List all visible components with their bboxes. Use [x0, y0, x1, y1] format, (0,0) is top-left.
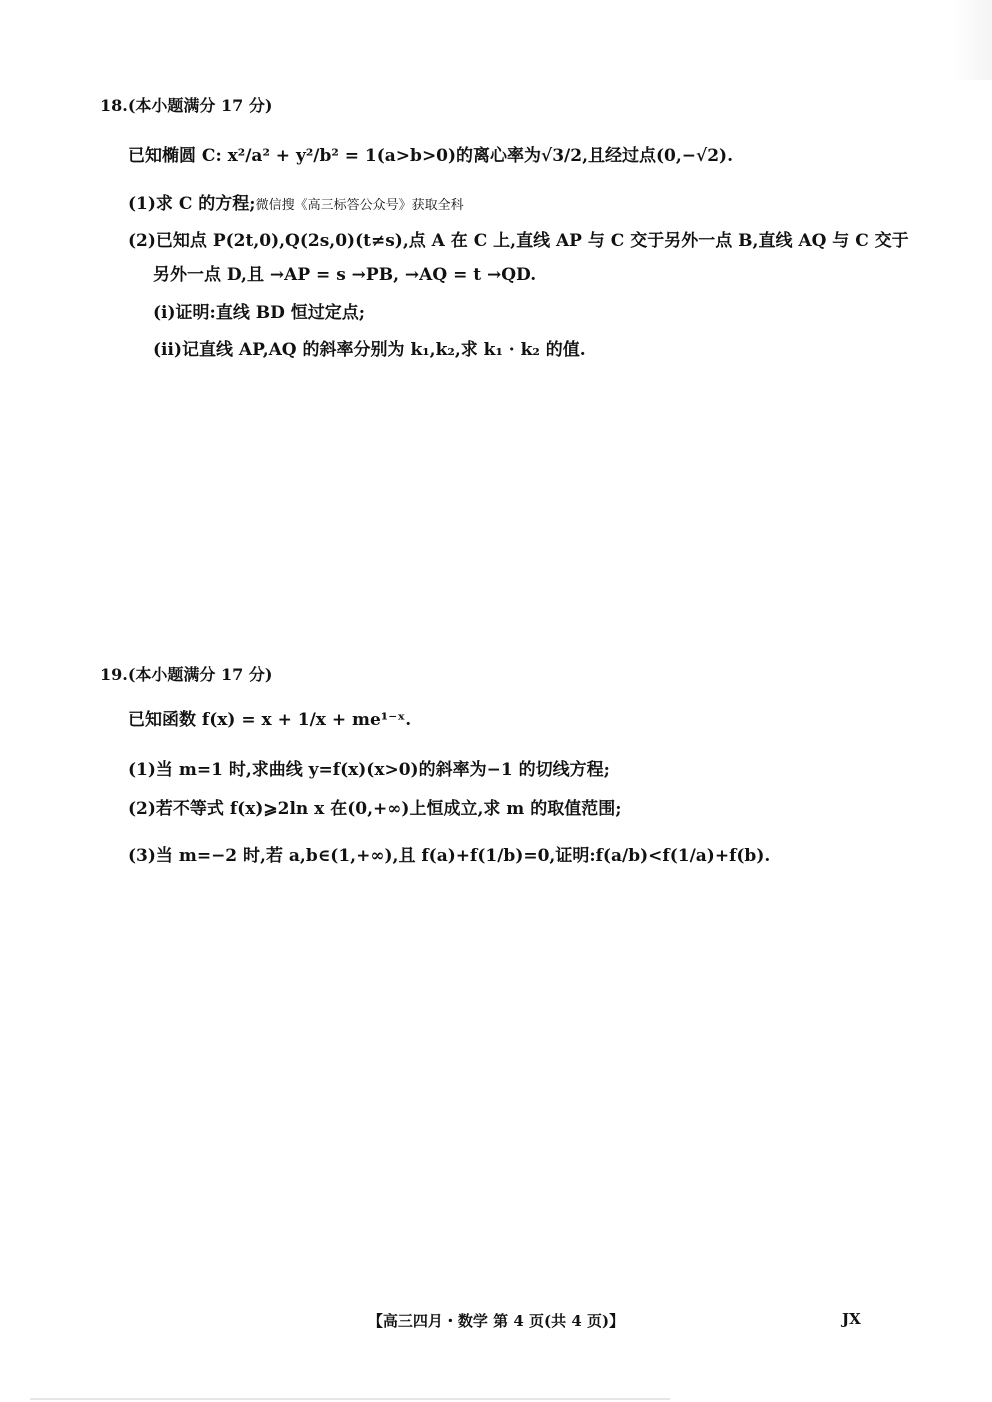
q19-part2: (2)若不等式 f(x)⩾2ln x 在(0,+∞)上恒成立,求 m 的取值范围;	[128, 799, 622, 819]
scan-bottom-edge	[30, 1398, 670, 1400]
q18-part1-text: (1)求 C 的方程;	[128, 194, 256, 214]
q18-sub-ii: (ⅱ)记直线 AP,AQ 的斜率分别为 k₁,k₂,求 k₁ · k₂ 的值.	[153, 340, 586, 360]
q19-part3: (3)当 m=−2 时,若 a,b∈(1,+∞),且 f(a)+f(1/b)=0,证明:f(a/b)<f(1/a)+f(b).	[128, 846, 771, 866]
q18-stem: 已知椭圆 C: x²/a² + y²/b² = 1(a>b>0)的离心率为√3/2,且经过点(0,−√2).	[128, 146, 734, 166]
q18-watermark-note: 微信搜《高三标答公众号》获取全科	[255, 198, 464, 213]
q19-part1: (1)当 m=1 时,求曲线 y=f(x)(x>0)的斜率为−1 的切线方程;	[128, 760, 610, 780]
q18-part2-line1: (2)已知点 P(2t,0),Q(2s,0)(t≠s),点 A 在 C 上,直线 AP 与 C 交于另外一点 B,直线 AQ 与 C 交于	[128, 231, 909, 251]
q19-stem: 已知函数 f(x) = x + 1/x + me¹⁻ˣ.	[128, 710, 412, 730]
q18-part1	[128, 196, 464, 213]
q19-header: 19.(本小题满分 17 分)	[100, 665, 273, 684]
q18-header: 18.(本小题满分 17 分)	[100, 96, 273, 115]
q18-sub-i: (ⅰ)证明:直线 BD 恒过定点;	[153, 303, 366, 323]
footer-page-info: 【高三四月・数学 第 4 页(共 4 页)】	[367, 1312, 625, 1330]
scan-edge-shadow	[952, 0, 992, 80]
q18-part2-line2: 另外一点 D,且 →AP = s →PB, →AQ = t →QD.	[153, 265, 537, 285]
footer-code: JX	[842, 1310, 861, 1328]
